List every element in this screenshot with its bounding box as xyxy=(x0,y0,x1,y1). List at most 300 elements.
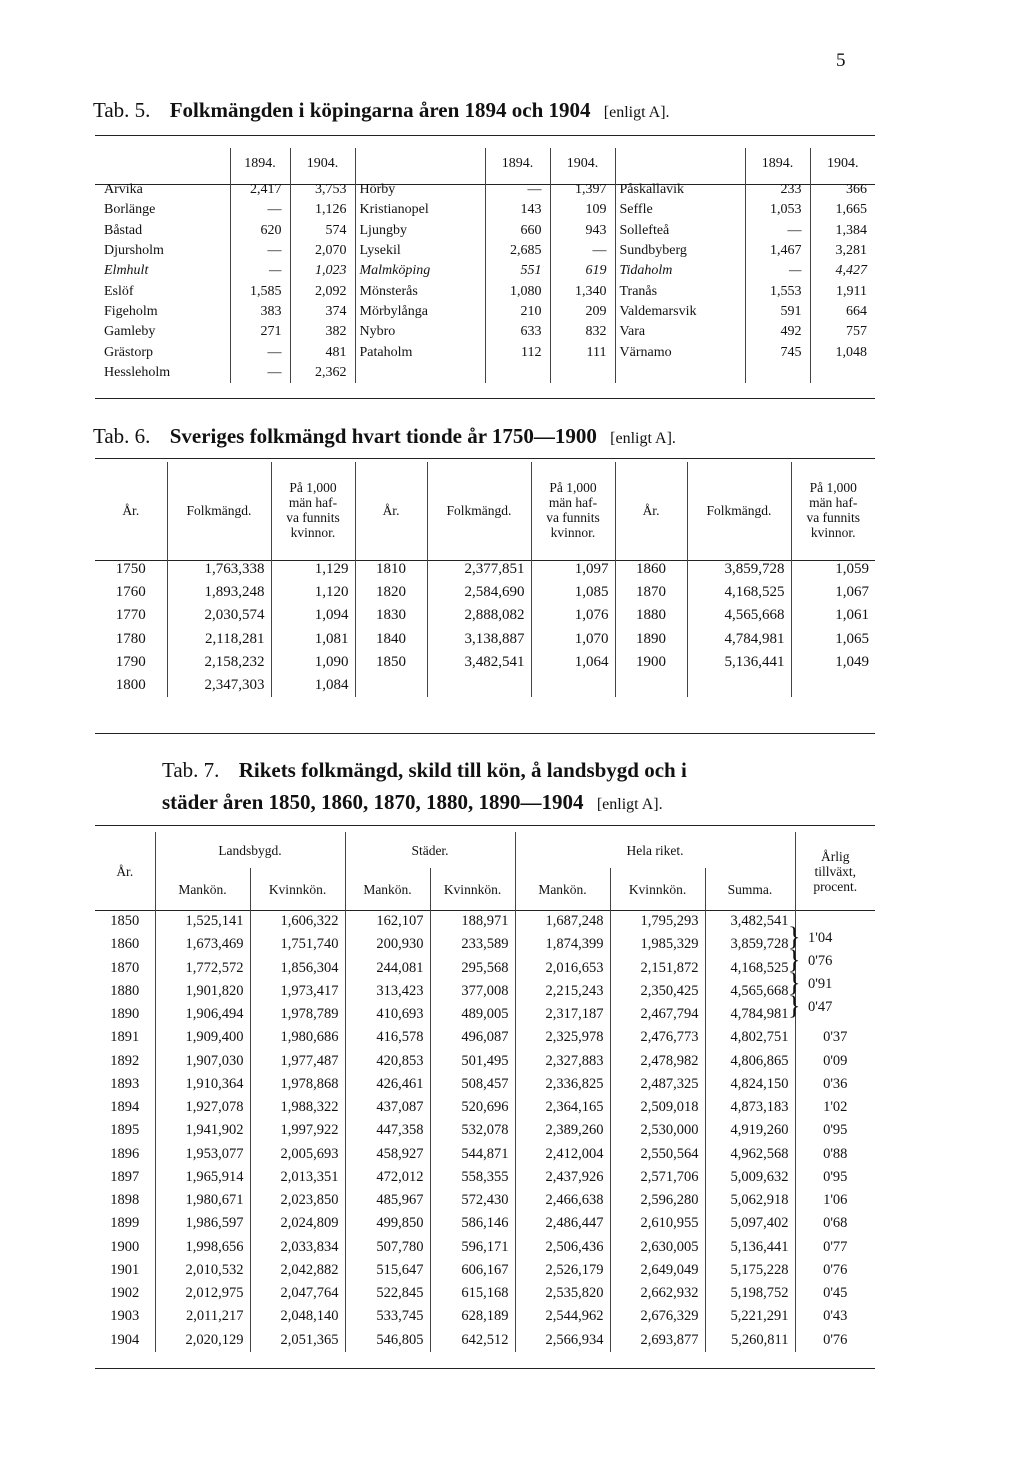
realm-women: 2,151,872 xyxy=(610,957,705,980)
pop-1894: 660 xyxy=(485,221,550,241)
city-women: 377,008 xyxy=(430,980,515,1003)
year-cell: 1904 xyxy=(110,1331,140,1348)
place-name: Mörbylånga xyxy=(355,302,485,322)
pop-1904: — xyxy=(550,241,615,261)
tab6-h-h-ratio_1: På 1,000 xyxy=(289,480,337,495)
tab5-label: Tab. 5. xyxy=(93,98,151,122)
realm-sum: 5,009,632 xyxy=(705,1166,795,1189)
year-cell: 1850 xyxy=(355,651,427,674)
year-cell: 1760 xyxy=(115,584,146,601)
pop-1904: 2,362 xyxy=(290,363,355,383)
pop-1894: — xyxy=(230,342,290,362)
realm-women: 2,649,049 xyxy=(610,1259,705,1282)
year-cell: 1890 xyxy=(110,1006,140,1023)
ratio-cell: 1,070 xyxy=(531,628,615,651)
tab6-row xyxy=(95,604,875,627)
city-women: 572,430 xyxy=(430,1189,515,1212)
pop-1894: — xyxy=(745,261,810,281)
realm-sum: 4,919,260 xyxy=(705,1119,795,1142)
growth-cell: 0'36 xyxy=(795,1073,875,1096)
land-women: 1,980,686 xyxy=(250,1026,345,1049)
tab5-table xyxy=(100,148,875,383)
realm-women: 2,630,005 xyxy=(610,1236,705,1259)
pop-1904: 481 xyxy=(290,342,355,362)
place-name: Lysekil xyxy=(355,241,485,261)
place-name: Figeholm xyxy=(104,303,158,319)
growth-cell: 0'43 xyxy=(795,1305,875,1328)
pop-1894: 383 xyxy=(230,302,290,322)
population-cell xyxy=(687,674,791,697)
growth-cell xyxy=(795,980,875,1003)
place-name: Djursholm xyxy=(104,243,164,259)
bracket-icon: } xyxy=(788,968,801,998)
year-cell: 1840 xyxy=(355,628,427,651)
land-men: 2,010,532 xyxy=(155,1259,250,1282)
pop-1904: 574 xyxy=(290,221,355,241)
city-women: 496,087 xyxy=(430,1026,515,1049)
realm-men: 2,437,926 xyxy=(515,1166,610,1189)
realm-sum: 5,221,291 xyxy=(705,1305,795,1328)
pop-1904: 382 xyxy=(290,322,355,342)
realm-women: 2,467,794 xyxy=(610,1003,705,1026)
pop-1904: 832 xyxy=(550,322,615,342)
realm-sum: 5,175,228 xyxy=(705,1259,795,1282)
pop-1894: 1,467 xyxy=(745,241,810,261)
tab7-row xyxy=(95,1026,875,1049)
city-men: 313,423 xyxy=(345,980,430,1003)
population-cell: 1,893,248 xyxy=(167,581,271,604)
tab5-year-b: 1904. xyxy=(550,148,615,180)
year-cell: 1790 xyxy=(115,653,146,670)
city-men: 410,693 xyxy=(345,1003,430,1026)
year-cell: 1891 xyxy=(110,1029,140,1046)
place-name: Elmhult xyxy=(104,263,149,279)
land-men: 2,020,129 xyxy=(155,1329,250,1352)
population-cell: 4,784,981 xyxy=(687,628,791,651)
population-cell: 3,859,728 xyxy=(687,558,791,581)
place-name: Sundbyberg xyxy=(615,241,745,261)
tab5-year-b: 1904. xyxy=(810,148,875,180)
realm-women: 2,676,329 xyxy=(610,1305,705,1328)
year-cell: 1899 xyxy=(110,1215,140,1232)
year-cell: 1890 xyxy=(615,628,687,651)
tab5-row xyxy=(100,180,875,200)
realm-women: 1,985,329 xyxy=(610,933,705,956)
city-women: 615,168 xyxy=(430,1282,515,1305)
growth-cell xyxy=(795,933,875,956)
year-cell: 1900 xyxy=(110,1238,140,1255)
year-cell: 1893 xyxy=(110,1075,140,1092)
place-name: Nybro xyxy=(355,322,485,342)
pop-1904: 1,911 xyxy=(810,281,875,301)
land-men: 1,910,364 xyxy=(155,1073,250,1096)
place-name xyxy=(615,363,745,383)
realm-women: 2,693,877 xyxy=(610,1329,705,1352)
city-women: 520,696 xyxy=(430,1096,515,1119)
city-women: 596,171 xyxy=(430,1236,515,1259)
tab5-heading xyxy=(93,98,670,123)
population-cell: 1,763,338 xyxy=(167,558,271,581)
year-cell: 1850 xyxy=(110,913,140,930)
land-men: 1,901,820 xyxy=(155,980,250,1003)
year-cell: 1820 xyxy=(355,581,427,604)
city-men: 515,647 xyxy=(345,1259,430,1282)
tab7-h-growth-1: Årlig xyxy=(821,848,850,864)
pop-1894: — xyxy=(230,363,290,383)
tab7-h-women: Kvinnkön. xyxy=(610,868,705,910)
place-name: Borlänge xyxy=(104,202,156,218)
pop-1894: 143 xyxy=(485,200,550,220)
realm-sum: 4,784,981 xyxy=(705,1003,795,1026)
tab5-row xyxy=(100,363,875,383)
land-women: 2,047,764 xyxy=(250,1282,345,1305)
ratio-cell xyxy=(531,674,615,697)
place-name: Eslöf xyxy=(104,283,134,299)
tab6-h-h-ratio_4: kvinnor. xyxy=(810,525,856,540)
tab6-h-ratio xyxy=(791,462,875,558)
pop-1904: 1,397 xyxy=(550,180,615,200)
land-men: 1,986,597 xyxy=(155,1212,250,1235)
place-name: Vara xyxy=(615,322,745,342)
tab6-h-h-ratio_1: På 1,000 xyxy=(809,480,857,495)
tab7-title-2: städer åren 1850, 1860, 1870, 1880, 1890—1904 xyxy=(162,790,584,814)
tab7-row xyxy=(95,1073,875,1096)
realm-sum: 5,062,918 xyxy=(705,1189,795,1212)
land-men: 1,980,671 xyxy=(155,1189,250,1212)
growth-cell: 0'95 xyxy=(795,1166,875,1189)
land-men: 2,011,217 xyxy=(155,1305,250,1328)
realm-women: 2,550,564 xyxy=(610,1143,705,1166)
growth-cell xyxy=(795,910,875,933)
city-women: 295,568 xyxy=(430,957,515,980)
pop-1894: 2,685 xyxy=(485,241,550,261)
city-men: 420,853 xyxy=(345,1050,430,1073)
tab7-source: [enligt A]. xyxy=(596,796,663,813)
year-cell: 1892 xyxy=(110,1052,140,1069)
city-men: 458,927 xyxy=(345,1143,430,1166)
land-women: 1,988,322 xyxy=(250,1096,345,1119)
population-cell: 3,482,541 xyxy=(427,651,531,674)
city-men: 244,081 xyxy=(345,957,430,980)
city-men: 522,845 xyxy=(345,1282,430,1305)
tab7-h-women: Kvinnkön. xyxy=(250,868,345,910)
pop-1894: 745 xyxy=(745,342,810,362)
pop-1894: — xyxy=(230,241,290,261)
tab7-row xyxy=(95,1282,875,1305)
place-name: Pataholm xyxy=(355,342,485,362)
tab7-h-land: Landsbygd. xyxy=(155,832,345,868)
tab6-top-rule xyxy=(95,458,875,459)
tab7-row xyxy=(95,1212,875,1235)
realm-men: 2,544,962 xyxy=(515,1305,610,1328)
realm-sum: 4,565,668 xyxy=(705,980,795,1003)
land-women: 2,033,834 xyxy=(250,1236,345,1259)
pop-1904: 1,048 xyxy=(810,342,875,362)
city-men: 546,805 xyxy=(345,1329,430,1352)
ratio-cell: 1,120 xyxy=(271,581,355,604)
tab7-table xyxy=(95,832,875,1352)
city-men: 447,358 xyxy=(345,1119,430,1142)
realm-women: 2,350,425 xyxy=(610,980,705,1003)
realm-sum: 4,802,751 xyxy=(705,1026,795,1049)
realm-women: 2,476,773 xyxy=(610,1026,705,1049)
realm-men: 2,325,978 xyxy=(515,1026,610,1049)
realm-men: 1,687,248 xyxy=(515,910,610,933)
tab7-top-rule xyxy=(95,825,875,826)
tab5-row xyxy=(100,221,875,241)
population-cell: 2,377,851 xyxy=(427,558,531,581)
land-men: 1,998,656 xyxy=(155,1236,250,1259)
realm-men: 2,466,638 xyxy=(515,1189,610,1212)
realm-men: 1,874,399 xyxy=(515,933,610,956)
tab7-header-row-2 xyxy=(95,868,875,910)
pop-1904: 1,126 xyxy=(290,200,355,220)
land-men: 2,012,975 xyxy=(155,1282,250,1305)
tab6-h-year: År. xyxy=(615,462,687,558)
growth-cell: 0'76 xyxy=(795,1259,875,1282)
pop-1894: 233 xyxy=(745,180,810,200)
land-men: 1,907,030 xyxy=(155,1050,250,1073)
land-men: 1,906,494 xyxy=(155,1003,250,1026)
year-cell: 1860 xyxy=(110,936,140,953)
realm-sum: 5,136,441 xyxy=(705,1236,795,1259)
city-women: 586,146 xyxy=(430,1212,515,1235)
tab5-year-a: 1894. xyxy=(485,148,550,180)
tab7-bottom-rule xyxy=(95,1368,875,1369)
year-cell: 1860 xyxy=(615,558,687,581)
tab7-h-year: År. xyxy=(116,863,134,879)
land-men: 1,673,469 xyxy=(155,933,250,956)
tab7-h-men: Mankön. xyxy=(155,868,250,910)
ratio-cell: 1,049 xyxy=(791,651,875,674)
tab7-row xyxy=(95,933,875,956)
ratio-cell: 1,129 xyxy=(271,558,355,581)
land-men: 1,965,914 xyxy=(155,1166,250,1189)
place-name: Gamleby xyxy=(104,324,156,340)
city-men: 200,930 xyxy=(345,933,430,956)
tab5-row xyxy=(100,281,875,301)
tab5-bottom-rule xyxy=(95,398,875,399)
city-women: 606,167 xyxy=(430,1259,515,1282)
pop-1904: 374 xyxy=(290,302,355,322)
tab7-label: Tab. 7. xyxy=(162,758,220,782)
tab5-row xyxy=(100,342,875,362)
place-name: Seffle xyxy=(615,200,745,220)
realm-women: 2,596,280 xyxy=(610,1189,705,1212)
pop-1904: 4,427 xyxy=(810,261,875,281)
place-name xyxy=(355,363,485,383)
land-women: 2,051,365 xyxy=(250,1329,345,1352)
place-name: Hörby xyxy=(355,180,485,200)
year-cell: 1894 xyxy=(110,1099,140,1116)
tab7-h-men: Mankön. xyxy=(515,868,610,910)
tab5-header-row xyxy=(100,148,875,180)
tab7-h-growth-2: tillväxt, xyxy=(814,863,857,879)
ratio-cell: 1,059 xyxy=(791,558,875,581)
pop-1904: 1,384 xyxy=(810,221,875,241)
pop-1904 xyxy=(550,363,615,383)
place-name: Kristianopel xyxy=(355,200,485,220)
tab7-h-sum: Summa. xyxy=(705,868,795,910)
tab6-h-h-ratio_1: På 1,000 xyxy=(549,480,597,495)
land-women: 2,042,882 xyxy=(250,1259,345,1282)
city-women: 544,871 xyxy=(430,1143,515,1166)
year-cell: 1880 xyxy=(110,982,140,999)
tab5-row xyxy=(100,261,875,281)
tab7-row xyxy=(95,1096,875,1119)
land-men: 1,909,400 xyxy=(155,1026,250,1049)
tab6-h-year: År. xyxy=(122,502,140,518)
realm-women: 2,610,955 xyxy=(610,1212,705,1235)
population-cell: 2,888,082 xyxy=(427,604,531,627)
tab6-label: Tab. 6. xyxy=(93,424,151,448)
tab5-title: Folkmängden i köpingarna åren 1894 och 1904 xyxy=(169,98,591,122)
ratio-cell: 1,065 xyxy=(791,628,875,651)
realm-women: 2,662,932 xyxy=(610,1282,705,1305)
tab6-h-year: År. xyxy=(355,462,427,558)
growth-cell: 0'45 xyxy=(795,1282,875,1305)
tab7-row xyxy=(95,1329,875,1352)
pop-1904: 1,023 xyxy=(290,261,355,281)
tab7-row xyxy=(95,1003,875,1026)
tab7-row xyxy=(95,1119,875,1142)
population-cell: 2,118,281 xyxy=(167,628,271,651)
ratio-cell: 1,090 xyxy=(271,651,355,674)
ratio-cell: 1,085 xyxy=(531,581,615,604)
place-name: Påskallavik xyxy=(615,180,745,200)
year-cell: 1901 xyxy=(110,1261,140,1278)
ratio-cell xyxy=(791,674,875,697)
tab7-h-realm: Hela riket. xyxy=(515,832,795,868)
city-women: 642,512 xyxy=(430,1329,515,1352)
realm-sum: 5,198,752 xyxy=(705,1282,795,1305)
city-men: 472,012 xyxy=(345,1166,430,1189)
city-women: 532,078 xyxy=(430,1119,515,1142)
population-cell: 2,030,574 xyxy=(167,604,271,627)
tab7-title-1: Rikets folkmängd, skild till kön, å landsbygd och i xyxy=(238,758,687,782)
pop-1904: 619 xyxy=(550,261,615,281)
tab6-title: Sveriges folkmängd hvart tionde år 1750—1900 xyxy=(169,424,597,448)
ratio-cell: 1,084 xyxy=(271,674,355,697)
pop-1894: 112 xyxy=(485,342,550,362)
tab7-row xyxy=(95,1236,875,1259)
pop-1894: 1,053 xyxy=(745,200,810,220)
growth-cell: 0'76 xyxy=(795,1329,875,1352)
realm-men: 2,389,260 xyxy=(515,1119,610,1142)
tab5-year-a: 1894. xyxy=(745,148,810,180)
population-cell: 4,565,668 xyxy=(687,604,791,627)
tab6-h-h-ratio_3: va funnits xyxy=(546,510,600,525)
tab6-source: [enligt A]. xyxy=(610,430,676,447)
tab5-year-b: 1904. xyxy=(290,148,355,180)
pop-1894: — xyxy=(745,221,810,241)
place-name: Tranås xyxy=(615,281,745,301)
pop-1904: 111 xyxy=(550,342,615,362)
land-women: 2,013,351 xyxy=(250,1166,345,1189)
realm-men: 2,412,004 xyxy=(515,1143,610,1166)
tab7-h-growth-3: procent. xyxy=(813,878,858,894)
pop-1904: 757 xyxy=(810,322,875,342)
ratio-cell: 1,097 xyxy=(531,558,615,581)
land-women: 1,997,922 xyxy=(250,1119,345,1142)
year-cell: 1780 xyxy=(115,630,146,647)
city-women: 558,355 xyxy=(430,1166,515,1189)
tab6-h-h-ratio_3: va funnits xyxy=(806,510,861,525)
pop-1894: 551 xyxy=(485,261,550,281)
tab6-h-h-ratio_2: män haf- xyxy=(809,495,858,510)
tab6-row xyxy=(95,581,875,604)
pop-1904: 664 xyxy=(810,302,875,322)
population-cell: 2,347,303 xyxy=(167,674,271,697)
place-name: Ljungby xyxy=(355,221,485,241)
land-men: 1,525,141 xyxy=(155,910,250,933)
tab5-row xyxy=(100,241,875,261)
city-men: 499,850 xyxy=(345,1212,430,1235)
city-women: 489,005 xyxy=(430,1003,515,1026)
pop-1894: — xyxy=(230,200,290,220)
land-men: 1,772,572 xyxy=(155,957,250,980)
place-name: Hessleholm xyxy=(104,364,171,380)
pop-1904 xyxy=(810,363,875,383)
pop-1894 xyxy=(485,363,550,383)
city-men: 507,780 xyxy=(345,1236,430,1259)
tab7-header-row-1 xyxy=(95,832,875,868)
land-women: 1,856,304 xyxy=(250,957,345,980)
realm-men: 2,364,165 xyxy=(515,1096,610,1119)
realm-sum: 5,260,811 xyxy=(705,1329,795,1352)
tab7-heading-line1 xyxy=(162,758,687,783)
tab7-row xyxy=(95,1143,875,1166)
place-name: Värnamo xyxy=(615,342,745,362)
tab6-h-pop: Folkmängd. xyxy=(427,462,531,558)
tab6-row xyxy=(95,628,875,651)
realm-sum: 3,482,541 xyxy=(705,910,795,933)
realm-sum: 4,168,525 xyxy=(705,957,795,980)
city-men: 437,087 xyxy=(345,1096,430,1119)
pop-1904: 3,753 xyxy=(290,180,355,200)
realm-women: 2,478,982 xyxy=(610,1050,705,1073)
realm-men: 2,535,820 xyxy=(515,1282,610,1305)
land-men: 1,927,078 xyxy=(155,1096,250,1119)
realm-women: 2,530,000 xyxy=(610,1119,705,1142)
land-women: 1,606,322 xyxy=(250,910,345,933)
tab5-row xyxy=(100,200,875,220)
tab6-h-h-ratio_3: va funnits xyxy=(286,510,340,525)
realm-sum: 4,806,865 xyxy=(705,1050,795,1073)
ratio-cell: 1,076 xyxy=(531,604,615,627)
pop-1894: 1,585 xyxy=(230,281,290,301)
realm-men: 2,327,883 xyxy=(515,1050,610,1073)
pop-1894: 210 xyxy=(485,302,550,322)
year-cell: 1830 xyxy=(355,604,427,627)
land-women: 1,977,487 xyxy=(250,1050,345,1073)
pop-1904: 2,092 xyxy=(290,281,355,301)
tab7-h-growth xyxy=(795,832,875,910)
realm-men: 2,016,653 xyxy=(515,957,610,980)
land-men: 1,953,077 xyxy=(155,1143,250,1166)
place-name: Valdemarsvik xyxy=(615,302,745,322)
land-women: 1,973,417 xyxy=(250,980,345,1003)
realm-women: 2,571,706 xyxy=(610,1166,705,1189)
year-cell: 1903 xyxy=(110,1308,140,1325)
ratio-cell: 1,081 xyxy=(271,628,355,651)
place-name: Mönsterås xyxy=(355,281,485,301)
growth-decade-value: 1'04 xyxy=(808,929,833,946)
growth-cell: 0'77 xyxy=(795,1236,875,1259)
land-women: 1,978,868 xyxy=(250,1073,345,1096)
place-name: Båstad xyxy=(104,222,143,238)
city-women: 501,495 xyxy=(430,1050,515,1073)
